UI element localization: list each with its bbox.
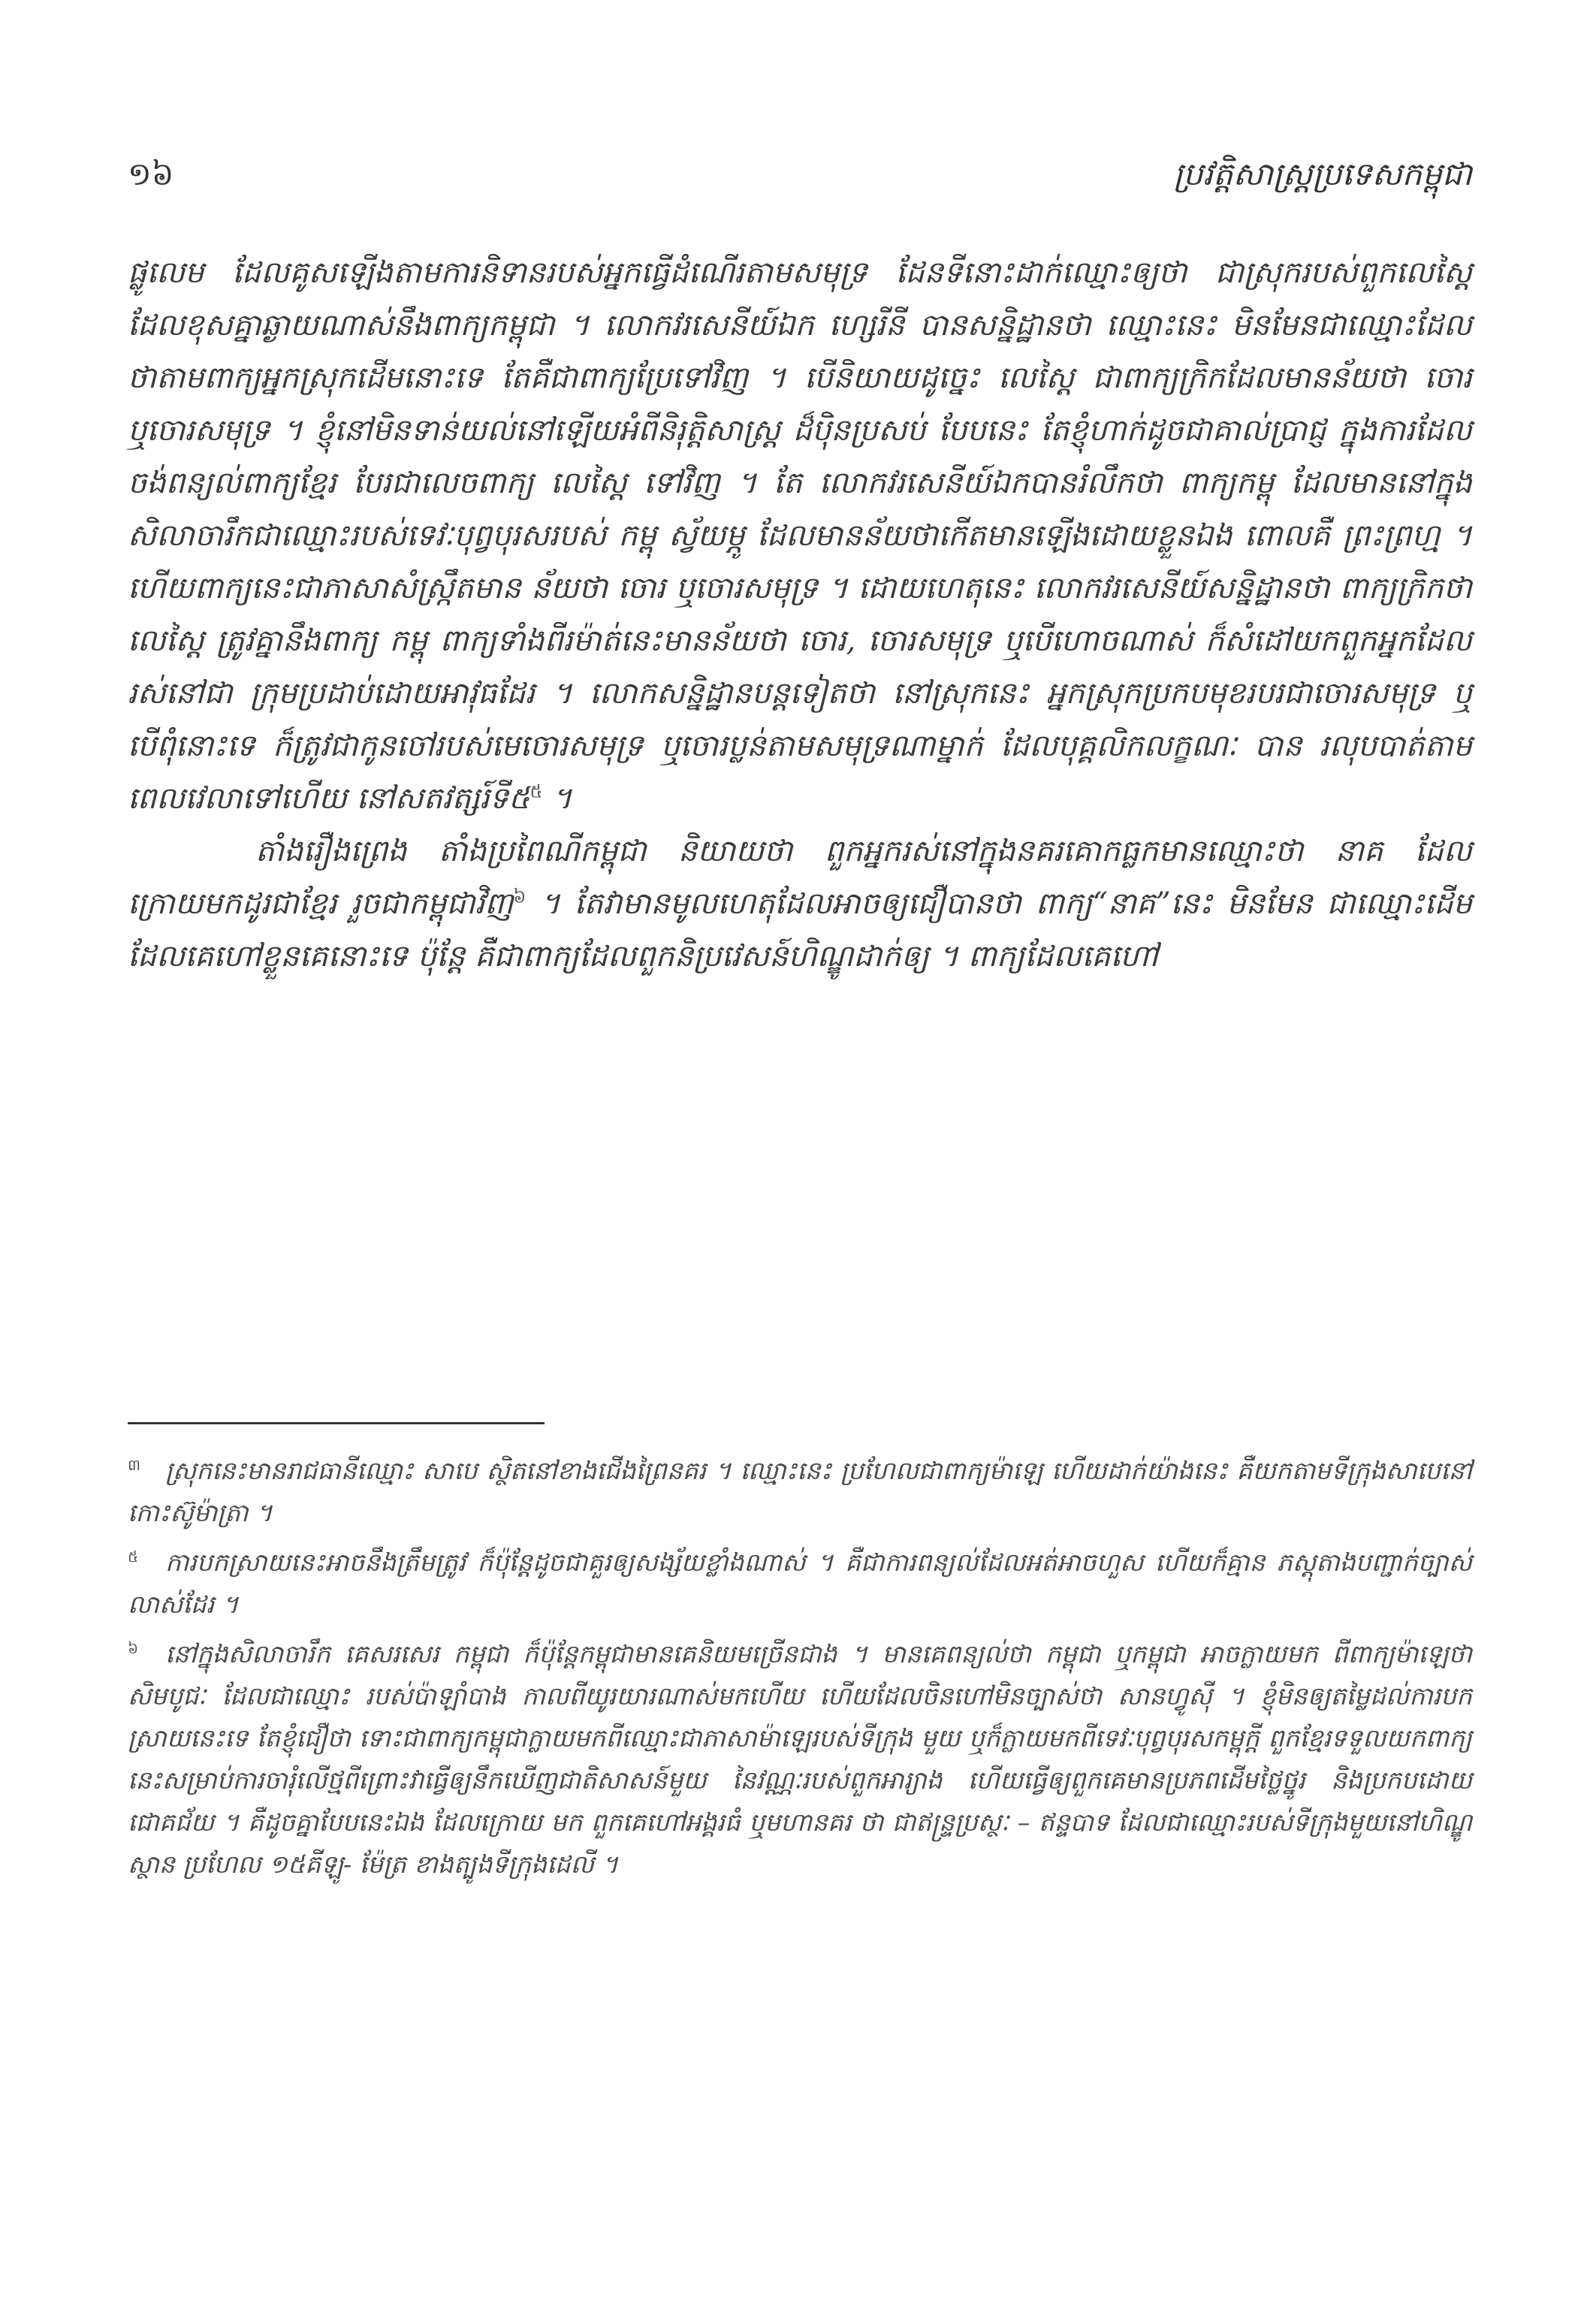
paragraph-text: ផ្លូលេម ដែលគូសឡើងតាមការនិទានរបស់អ្នកធ្វើដំណើរតាមសមុទ្រ ដែនទីនោះដាក់ឈ្មោះឲ្យថា ជាស្រុករបស់ពួកលេស្តៃ ដែលខុសគ្នាឆ្ងាយណាស់នឹងពាក្យកម្ពុជា ។ លោកវរសេនីយ៍ឯក ហ្សេរីនី បានសន្និដ្ឋានថា ឈ្មោះនេះ មិនមែនជាឈ្មោះដែលថាតាមពាក្យអ្នកស្រុកដើមនោះទេ តែគឺជាពាក្យប្រែទៅវិញ ។ បើនិយាយដូច្នេះ លេស្តៃ ជាពាក្យក្រិកដែលមានន័យថា ចោរ ឬចោរសមុទ្រ ។ ខ្ញុំនៅមិនទាន់យល់នៅឡើយអំពីនិរុត្តិសាស្ត្រ ដ៏ប៉ិនប្រសប់ បែបនេះ តែខ្ញុំហាក់ដូចជាគាល់ប្រាជ្ញ ក្នុងការដែលចង់ពន្យល់ពាក្យខ្មែរ បែរជាលេចពាក្យ លេស្តៃ ទៅវិញ ។ តែ លោកវរសេនីយ៍ឯកបានរំលឹកថា ពាក្យកម្ពុ ដែលមាននៅក្នុងសិលាចារឹកជាឈ្មោះរបស់ទេវៈបុព្វបុរសរបស់ កម្ពុ ស្វ័យម្ភូ ដែលមានន័យថាកើតមានឡើងដោយខ្លួនឯង ពោលគឺ ព្រះព្រហ្ម ។ ហើយពាក្យនេះជាភាសាសំស្ក្រឹតមាន ន័យថា ចោរ ឬចោរសមុទ្រ ។ ដោយហេតុនេះ លោកវរសេនីយ៍សន្និដ្ឋានថា ពាក្យក្រិកថា លេស្តៃ ត្រូវគ្នានឹងពាក្យ កម្ពុ ពាក្យទាំងពីរម៉ាត់នេះមានន័យថា ចោរ, ចោរសមុទ្រ ឬបើហោចណាស់ ក៏សំដៅយកពួកអ្នកដែលរស់នៅជា ក្រុមប្រដាប់ដោយអាវុធដែរ ។ លោកសន្និដ្ឋានបន្តទៀតថា នៅស្រុកនេះ អ្នកស្រុកប្រកបមុខរបរជាចោរសមុទ្រ ឬបើពុំនោះទេ ក៏ត្រូវជាកូនចៅរបស់មេចោរសមុទ្រ ឬចោរប្លន់តាមសមុទ្រណាម្នាក់ ដែលបុគ្គលិកលក្ខណៈ បាន រលុបបាត់តាមពេលវេលាទៅហើយ នៅសតវត្សរ៍ទី៥ <box>128 255 1473 816</box>
footnote: ៣ ស្រុកនេះមានរាជធានីឈ្មោះ សាបេ ស្ថិតនៅខាងជើងព្រៃនគរ ។ ឈ្មោះនេះ ប្រហែលជាពាក្យម៉ាឡេ ហើយដាក់យ៉ាងនេះ គឺយកតាមទីក្រុងសាបេនៅកោះស៊ូម៉ាត្រា ។ <box>128 1456 1472 1527</box>
footnote-text: ស្រុកនេះមានរាជធានីឈ្មោះ សាបេ ស្ថិតនៅខាងជើងព្រៃនគរ ។ ឈ្មោះនេះ ប្រហែលជាពាក្យម៉ាឡេ ហើយដាក់យ៉ាងនេះ គឺយកតាមទីក្រុងសាបេនៅកោះស៊ូម៉ាត្រា ។ <box>128 1456 1472 1527</box>
footnote: ៦ នៅក្នុងសិលាចារឹក គេសរសេរ កម្ពុជា ក៏ប៉ុន្តែកម្ពុជាមានគេនិយមច្រើនជាង ។ មានគេពន្យល់ថា កម្ពុជា ឬកម្ពុជា អាចក្លាយមក ពីពាក្យម៉ាឡេថា សិមបូជៈ ដែលជាឈ្មោះ របស់ប៉ាឡាំបាង កាលពីយូរយារណាស់មកហើយ ហើយដែលចិនហៅមិនច្បាស់ថា សានហ្វូស៊ី ។ ខ្ញុំមិនឲ្យតម្លៃដល់ការបកស្រាយនេះទេ តែខ្ញុំជឿថា ទោះជាពាក្យកម្ពុជាក្លាយមកពីឈ្មោះជាភាសាម៉ាឡេរបស់ទីក្រុង មួយ ឬក៏ក្លាយមកពីទេវៈបុព្វបុរសកម្ពុក្តី ពួកខ្មែរទទួលយកពាក្យនេះសម្រាប់ការចារុំលើថ្មពីព្រោះវាធ្វើឲ្យនឹកឃើញជាតិសាសន៍មួយ នៃវណ្ណៈរបស់ពួកអារ្យាង ហើយធ្វើឲ្យពួកគេមានប្រភពដើមថ្លៃថ្នូរ និងប្រកបដោយជោគជ័យ ។ គឺដូចគ្នាបែបនេះឯង ដែលក្រោយ មក ពួកគេហៅអង្គរធំ ឬមហានគរ ថា ជាឥន្ទ្រប្រស្ថៈ – ឥន្ទបាទ ដែលជាឈ្មោះរបស់ទីក្រុងមួយនៅហិណ្ឌូស្ថាន ប្រហែល ១៥គីឡូ- ម៉ែត្រ ខាងត្បូងទីក្រុងដេលី ។ <box>128 1639 1472 1879</box>
footnote-text: ការបកស្រាយនេះអាចនឹងត្រឹមត្រូវ ក៏ប៉ុន្តែដូចជាគួរឲ្យសង្ស័យខ្លាំងណាស់ ។ គឺជាការពន្យល់ដែលអត់អាចហួស ហើយក៏គ្មាន ភស្តុតាងបញ្ជាក់ច្បាស់លាស់ដែរ ។ <box>128 1548 1472 1619</box>
paragraph-text-end: ។ តែវាមានមូលហេតុដែលអាចឲ្យជឿបានថា ពាក្យ“នាគ”នេះ មិនមែន ជាឈ្មោះដើមដែលគេហៅខ្លួនគេនោះទេ ប៉ុន្តែ គឺជាពាក្យដែលពួកនិប្រវេសន៍ហិណ្ឌូដាក់ឲ្យ ។ ពាក្យដែលគេហៅ <box>128 886 1472 974</box>
body-paragraph <box>128 246 1472 825</box>
paragraph-text: តាំងរឿងព្រេង តាំងប្រពៃណីកម្ពុជា និយាយថា ពួកអ្នករស់នៅក្នុងនគរគោកធ្លកមានឈ្មោះថា នាគ ដែល ក្រោយមកដូរជាខ្មែរ រួចជាកម្ពុជាវិញ <box>128 834 1472 921</box>
footnote: ៥ ការបកស្រាយនេះអាចនឹងត្រឹមត្រូវ ក៏ប៉ុន្តែដូចជាគួរឲ្យសង្ស័យខ្លាំងណាស់ ។ គឺជាការពន្យល់ដែលអត់អាចហួស ហើយក៏គ្មាន ភស្តុតាងបញ្ជាក់ច្បាស់លាស់ដែរ ។ <box>128 1548 1472 1619</box>
paragraph-text-end: ។ <box>542 781 572 816</box>
running-title: ប្រវត្តិសាស្ត្រប្រទេសកម្ពុជា <box>1173 156 1472 192</box>
footnote-separator <box>128 1422 545 1424</box>
footnote-reference: ៥ <box>529 781 543 802</box>
body-text <box>128 246 1472 983</box>
footnotes <box>128 1450 1472 1893</box>
footnote-text: នៅក្នុងសិលាចារឹក គេសរសេរ កម្ពុជា ក៏ប៉ុន្តែកម្ពុជាមានគេនិយមច្រើនជាង ។ មានគេពន្យល់ថា កម្ពុជា ឬកម្ពុជា អាចក្លាយមក ពីពាក្យម៉ាឡេថា សិមបូជៈ ដែលជាឈ្មោះ របស់ប៉ាឡាំបាង កាលពីយូរយារណាស់មកហើយ ហើយដែលចិនហៅមិនច្បាស់ថា សានហ្វូស៊ី ។ ខ្ញុំមិនឲ្យតម្លៃដល់ការបកស្រាយនេះទេ តែខ្ញុំជឿថា ទោះជាពាក្យកម្ពុជាក្លាយមកពីឈ្មោះជាភាសាម៉ាឡេរបស់ទីក្រុង មួយ ឬក៏ក្លាយមកពីទេវៈបុព្វបុរសកម្ពុក្តី ពួកខ្មែរទទួលយកពាក្យនេះសម្រាប់ការចារុំលើថ្មពីព្រោះវាធ្វើឲ្យនឹកឃើញជាតិសាសន៍មួយ នៃវណ្ណៈរបស់ពួកអារ្យាង ហើយធ្វើឲ្យពួកគេមានប្រភពដើមថ្លៃថ្នូរ និងប្រកបដោយជោគជ័យ ។ គឺដូចគ្នាបែបនេះឯង ដែលក្រោយ មក ពួកគេហៅអង្គរធំ ឬមហានគរ ថា ជាឥន្ទ្រប្រស្ថៈ – ឥន្ទបាទ ដែលជាឈ្មោះរបស់ទីក្រុងមួយនៅហិណ្ឌូស្ថាន ប្រហែល ១៥គីឡូ- ម៉ែត្រ ខាងត្បូងទីក្រុងដេលី ។ <box>128 1639 1472 1879</box>
footnote-reference: ៦ <box>513 886 526 907</box>
page-header <box>128 154 1472 207</box>
page-number: ១៦ <box>128 156 174 192</box>
body-paragraph <box>128 825 1472 983</box>
